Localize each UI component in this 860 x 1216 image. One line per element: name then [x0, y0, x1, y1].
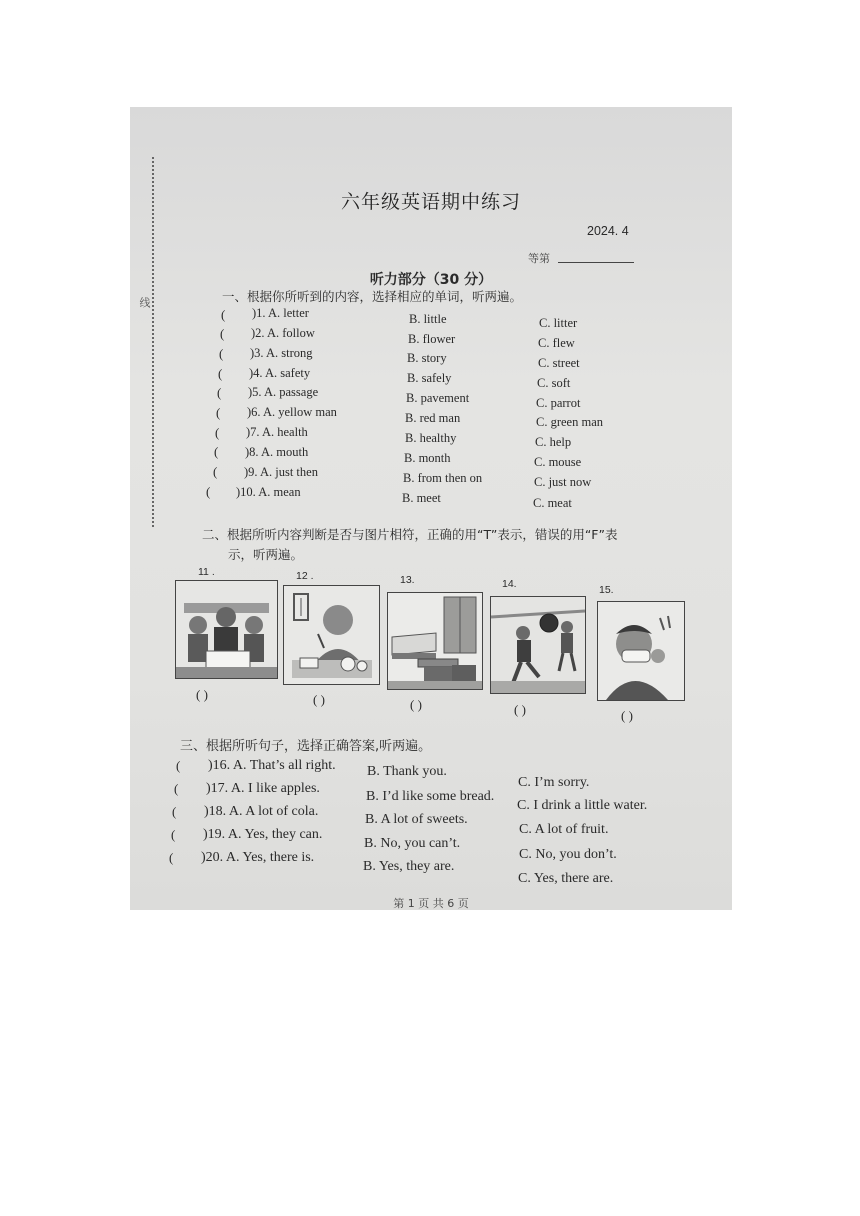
exam-paper: [130, 107, 732, 910]
answer-paren[interactable]: (: [169, 850, 174, 865]
option-b: B. red man: [405, 411, 461, 425]
answer-paren[interactable]: (: [216, 405, 221, 420]
option-b: B. flower: [408, 332, 456, 346]
answer-paren[interactable]: (: [172, 804, 177, 819]
answer-paren[interactable]: (: [220, 326, 225, 341]
option-b: B. meet: [402, 491, 441, 505]
option-c: C. meat: [533, 496, 572, 510]
option-c: C. green man: [536, 415, 603, 429]
option-a: )3. A. strong: [250, 346, 313, 360]
option-c: C. flew: [538, 336, 575, 350]
picture-number: 15.: [599, 584, 614, 596]
picture-number: 12 .: [296, 570, 314, 582]
picture-number: 14.: [502, 578, 517, 590]
rank-label: 等第: [528, 252, 550, 265]
boy-eating-breakfast-picture: [283, 585, 380, 685]
listening-title: 听力部分（30 分）: [369, 272, 493, 288]
option-a: )9. A. just then: [244, 465, 318, 479]
exam-title: 六年级英语期中练习: [340, 191, 521, 213]
option-a: )2. A. follow: [251, 326, 315, 340]
option-b: B. pavement: [406, 391, 470, 405]
option-c: C. street: [538, 356, 580, 370]
option-b: B. story: [407, 351, 447, 365]
section2-heading-line2: 示，听两遍。: [228, 547, 304, 562]
option-b: B. A lot of sweets.: [365, 812, 468, 827]
option-c: C. help: [535, 435, 572, 449]
answer-paren[interactable]: (: [218, 366, 223, 381]
option-b: B. from then on: [403, 471, 483, 485]
rank-blank[interactable]: [558, 262, 634, 263]
option-a: )19. A. Yes, they can.: [203, 827, 323, 842]
option-a: )10. A. mean: [236, 485, 301, 499]
option-c: C. mouse: [534, 455, 582, 469]
option-b: B. No, you can’t.: [364, 836, 461, 851]
section3-heading: 三、根据所听句子，选择正确答案,听两遍。: [180, 739, 432, 754]
option-a: )4. A. safety: [249, 366, 311, 380]
option-c: C. parrot: [536, 396, 581, 410]
section1-heading: 一、根据你所听到的内容，选择相应的单词，听两遍。: [222, 289, 523, 304]
bedroom-picture: [387, 592, 483, 690]
answer-blank[interactable]: ( ): [196, 687, 208, 702]
answer-blank[interactable]: ( ): [514, 702, 526, 717]
option-a: )20. A. Yes, there is.: [201, 850, 315, 865]
answer-paren[interactable]: (: [206, 484, 211, 499]
option-c: C. Yes, there are.: [518, 871, 614, 886]
picture-number: 11 .: [198, 566, 215, 578]
playing-football-picture: [490, 596, 586, 694]
answer-paren[interactable]: (: [215, 425, 220, 440]
option-a: )5. A. passage: [248, 385, 319, 399]
option-a: )8. A. mouth: [245, 445, 309, 459]
page-footer: 第 1 页 共 6 页: [393, 897, 469, 910]
option-b: B. I’d like some bread.: [366, 789, 495, 804]
option-b: B. Thank you.: [367, 764, 447, 779]
option-b: B. little: [409, 312, 447, 326]
option-c: C. litter: [539, 316, 578, 330]
answer-paren[interactable]: (: [176, 758, 181, 773]
answer-paren[interactable]: (: [171, 827, 176, 842]
family-dinner-picture: [175, 580, 278, 679]
option-a: )1. A. letter: [252, 306, 309, 320]
boy-with-mask-coughing-picture: [597, 601, 685, 701]
answer-paren[interactable]: (: [174, 781, 179, 796]
option-a: )17. A. I like apples.: [206, 781, 320, 796]
option-a: )16. A. That’s all right.: [208, 758, 336, 773]
answer-paren[interactable]: (: [217, 385, 222, 400]
section2-heading: 二、根据所听内容判断是否与图片相符，正确的用“T”表示，错误的用“F”表: [202, 527, 618, 542]
answer-paren[interactable]: (: [214, 444, 219, 459]
option-b: B. healthy: [405, 431, 457, 445]
option-b: B. Yes, they are.: [363, 859, 455, 874]
answer-paren[interactable]: (: [213, 464, 218, 479]
answer-paren[interactable]: (: [221, 307, 226, 322]
option-c: C. No, you don’t.: [519, 847, 617, 862]
option-b: B. safely: [407, 371, 452, 385]
binding-mark: 线: [138, 297, 150, 308]
option-c: C. A lot of fruit.: [519, 822, 609, 837]
option-a: )18. A. A lot of cola.: [204, 804, 319, 819]
answer-blank[interactable]: ( ): [621, 708, 633, 723]
option-a: )6. A. yellow man: [247, 405, 337, 419]
option-c: C. I’m sorry.: [518, 775, 590, 790]
answer-paren[interactable]: (: [219, 346, 224, 361]
option-b: B. month: [404, 451, 451, 465]
option-c: C. just now: [534, 475, 592, 489]
option-c: C. soft: [537, 376, 571, 390]
option-c: C. I drink a little water.: [517, 798, 648, 813]
answer-blank[interactable]: ( ): [313, 692, 325, 707]
exam-date: 2024. 4: [587, 224, 629, 238]
option-a: )7. A. health: [246, 425, 308, 439]
picture-number: 13.: [400, 574, 415, 586]
answer-blank[interactable]: ( ): [410, 697, 422, 712]
